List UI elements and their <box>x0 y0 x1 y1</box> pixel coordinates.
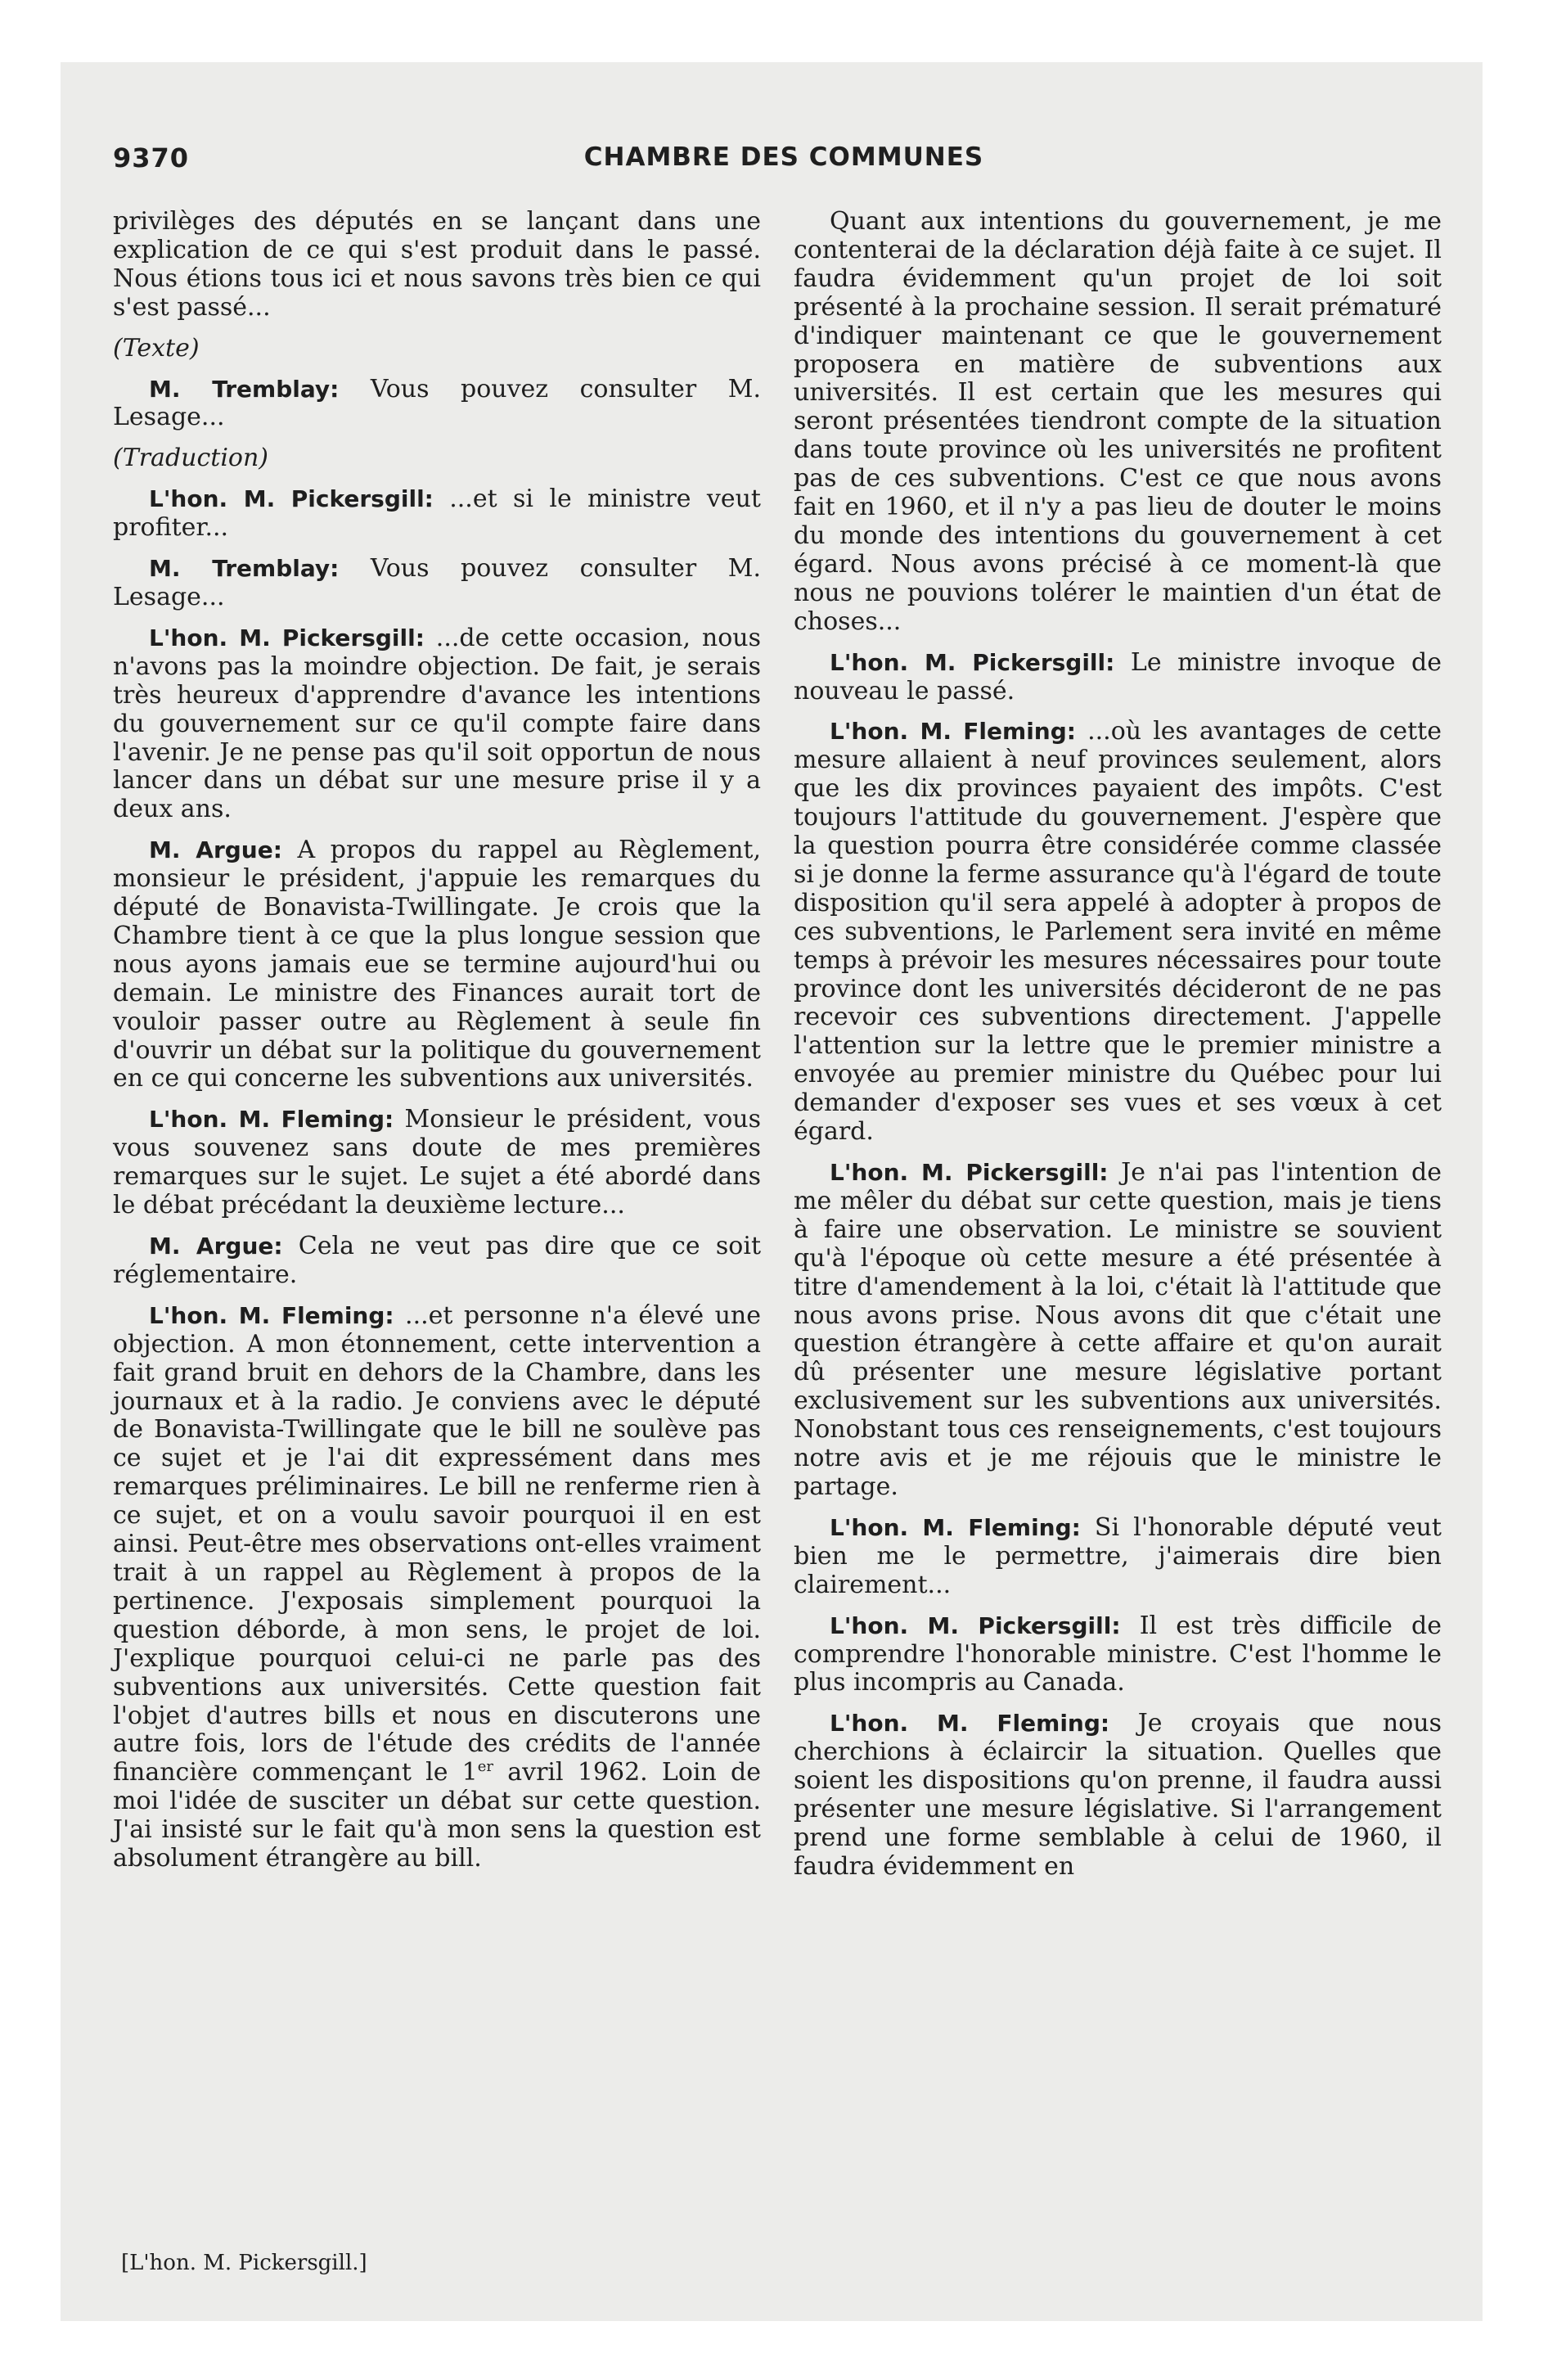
speaker-name: M. Tremblay: <box>149 555 340 583</box>
paragraph: Quant aux intentions du gouvernement, je me contenterai de la déclaration déjà faite à ce sujet. Il faudra évidemment qu'un projet de loi soit présenté à la prochaine session. Il serait prématuré d'indiquer maintenant ce que le gouvernement proposera en matière de subventions aux universités. Il est certain que les mesures qui seront présentées tiendront compte de la situation dans toute province où les universités ne profitent pas de ces subventions. C'est ce que nous avons fait en 1960, et il n'y a pas lieu de douter le moins du monde des intentions du gouvernement à cet égard. Nous avons précisé à ce moment-là que nous ne pouvions tolérer le maintien d'un état de choses... <box>794 207 1442 636</box>
speech-text: Si l'honorable député veut bien me le permettre, j'aimerais dire bien clairement... <box>794 1512 1442 1599</box>
paragraph <box>794 1159 1442 1502</box>
paragraph: privilèges des députés en se lançant dans une explication de ce qui s'est produit dans le passé. Nous étions tous ici et nous savons très bien ce qui s'est passé... <box>113 207 761 322</box>
running-head: CHAMBRE DES COMMUNES <box>583 142 984 172</box>
superscript: er <box>477 1758 494 1776</box>
paragraph <box>113 1233 761 1290</box>
speech-text: Monsieur le président, vous vous souvenez sans doute de mes premières remarques sur le sujet. Le sujet a été abordé dans le débat précédant la deuxième lecture... <box>113 1105 762 1220</box>
page-number: 9370 <box>113 142 190 174</box>
speech-text: Je croyais que nous cherchions à éclaircir la situation. Quelles que soient les dispositions qu'on prenne, il faudra aussi présenter une mesure législative. Si l'arrangement prend une forme semblable à celui de 1960, il faudra évidemment en <box>794 1709 1442 1881</box>
speech-text: Le ministre invoque de nouveau le passé. <box>794 647 1442 705</box>
speaker-name: L'hon. M. Fleming: <box>149 1301 394 1329</box>
paragraph <box>113 376 761 433</box>
speech-text: avril 1962. Loin de moi l'idée de susciter un débat sur cette question. J'ai insisté sur le fait qu'à mon sens la question est absolument étrangère au bill. <box>113 1758 761 1873</box>
paragraph <box>113 485 761 543</box>
paragraph <box>113 1106 761 1220</box>
section-label-texte: (Texte) <box>113 333 200 363</box>
speech-text: Il est très difficile de comprendre l'honorable ministre. C'est l'homme le plus incompris au Canada. <box>794 1611 1442 1697</box>
speech-text: A propos du rappel au Règlement, monsieur le président, j'appuie les remarques du député de Bonavista-Twillingate. Je crois que la Chambre tient à ce que la plus longue session que nous ayons jamais eue se termine aujourd'hui ou demain. Le ministre des Finances aurait tort de vouloir passer outre au Règlement à seule fin d'ouvrir un débat sur la politique du gouvernement en ce qui concerne les subventions aux universités. <box>113 836 762 1093</box>
speaker-name: L'hon. M. Pickersgill: <box>149 624 425 651</box>
section-label-traduction: (Traduction) <box>113 444 269 473</box>
speaker-name: L'hon. M. Fleming: <box>830 1513 1081 1541</box>
paragraph <box>794 1514 1442 1600</box>
speaker-name: L'hon. M. Fleming: <box>149 1106 394 1134</box>
speaker-name: L'hon. M. Pickersgill: <box>830 1159 1109 1186</box>
paragraph <box>113 555 761 612</box>
speech-text: ...et si le ministre veut profiter... <box>113 485 761 543</box>
speech-text: ...et personne n'a élevé une objection. A mon étonnement, cette intervention a fait grand bruit en dehors de la Chambre, dans les journaux et à la radio. Je conviens avec le député de Bonavista-Twillingate que le bill ne soulève pas ce sujet et je l'ai dit expressément dans mes remarques préliminaires. Le bill ne renferme rien à ce sujet, et on a voulu savoir pourquoi il en est ainsi. Peut-être mes observations ont-elles vraiment trait à un rappel au Règlement à propos de la pertinence. J'exposais simplement pourquoi la question déborde, à mon sens, le projet de loi. J'explique pourquoi celui-ci ne parle pas des subventions aux universités. Cette question fait l'objet d'autres bills et nous en discuterons une autre fois, lors de l'étude des crédits de l'année financière commençant le 1 <box>113 1300 762 1787</box>
speaker-name: M. Tremblay: <box>149 375 340 403</box>
speaker-name: L'hon. M. Fleming: <box>830 718 1076 746</box>
paragraph <box>794 718 1442 1147</box>
speech-text: Vous pouvez consulter M. Lesage... <box>113 554 761 611</box>
speech-text: Vous pouvez consulter M. Lesage... <box>113 374 761 432</box>
right-column <box>794 208 1442 1894</box>
speech-text: Cela ne veut pas dire que ce soit réglementaire. <box>113 1232 762 1289</box>
speaker-name: L'hon. M. Pickersgill: <box>830 648 1115 676</box>
speech-text: Je n'ai pas l'intention de me mêler du débat sur cette question, mais je tiens à faire une observation. Le ministre se souvient qu'à l'époque où cette mesure a été présentée à titre d'amendement à la loi, c'était là l'attitude que nous avons prise. Nous avons dit que c'était une question étrangère à cette affaire et qu'on aurait dû présenter une mesure législative portant exclusivement sur les subventions aux universités. Nonobstant tous ces renseignements, c'est toujours notre avis et je me réjouis que le ministre le partage. <box>794 1158 1442 1501</box>
paragraph <box>113 1302 761 1873</box>
speaker-name: L'hon. M. Pickersgill: <box>149 485 434 513</box>
speaker-name: M. Argue: <box>149 1233 283 1260</box>
paragraph <box>794 649 1442 706</box>
speaker-name: L'hon. M. Pickersgill: <box>830 1611 1121 1639</box>
left-column <box>113 208 761 1886</box>
page-header <box>113 142 1455 183</box>
speech-text: ...où les avantages de cette mesure allaient à neuf provinces seulement, alors que les dix provinces payaient des impôts. C'est toujours l'attitude du gouvernement. J'espère que la question pourra être considérée comme classée si je donne la ferme assurance qu'à l'égard de toute disposition qu'il sera appelé à adopter à propos de ces subventions, le Parlement sera invité en même temps à prévoir les mesures nécessaires pour toute province dont les universités décideront de ne pas recevoir ces subventions directement. J'appelle l'attention sur la lettre que le premier ministre a envoyée au premier ministre du Québec pour lui demander d'exposer ses vues et ses vœux à cet égard. <box>794 717 1442 1147</box>
paragraph <box>113 836 761 1093</box>
speaker-continuation-note: [L'hon. M. Pickersgill.] <box>121 2251 367 2275</box>
paragraph <box>794 1710 1442 1881</box>
paragraph <box>794 1612 1442 1698</box>
speaker-name: L'hon. M. Fleming: <box>830 1710 1110 1738</box>
speech-text: ...de cette occasion, nous n'avons pas la moindre objection. De fait, je serais très heureux d'apprendre d'avance les intentions du gouvernement sur ce qu'il compte faire dans l'avenir. Je ne pense pas qu'il soit opportun de nous lancer dans un débat sur une mesure prise il y a deux ans. <box>113 623 761 824</box>
paragraph <box>113 624 761 824</box>
speaker-name: M. Argue: <box>149 836 282 864</box>
